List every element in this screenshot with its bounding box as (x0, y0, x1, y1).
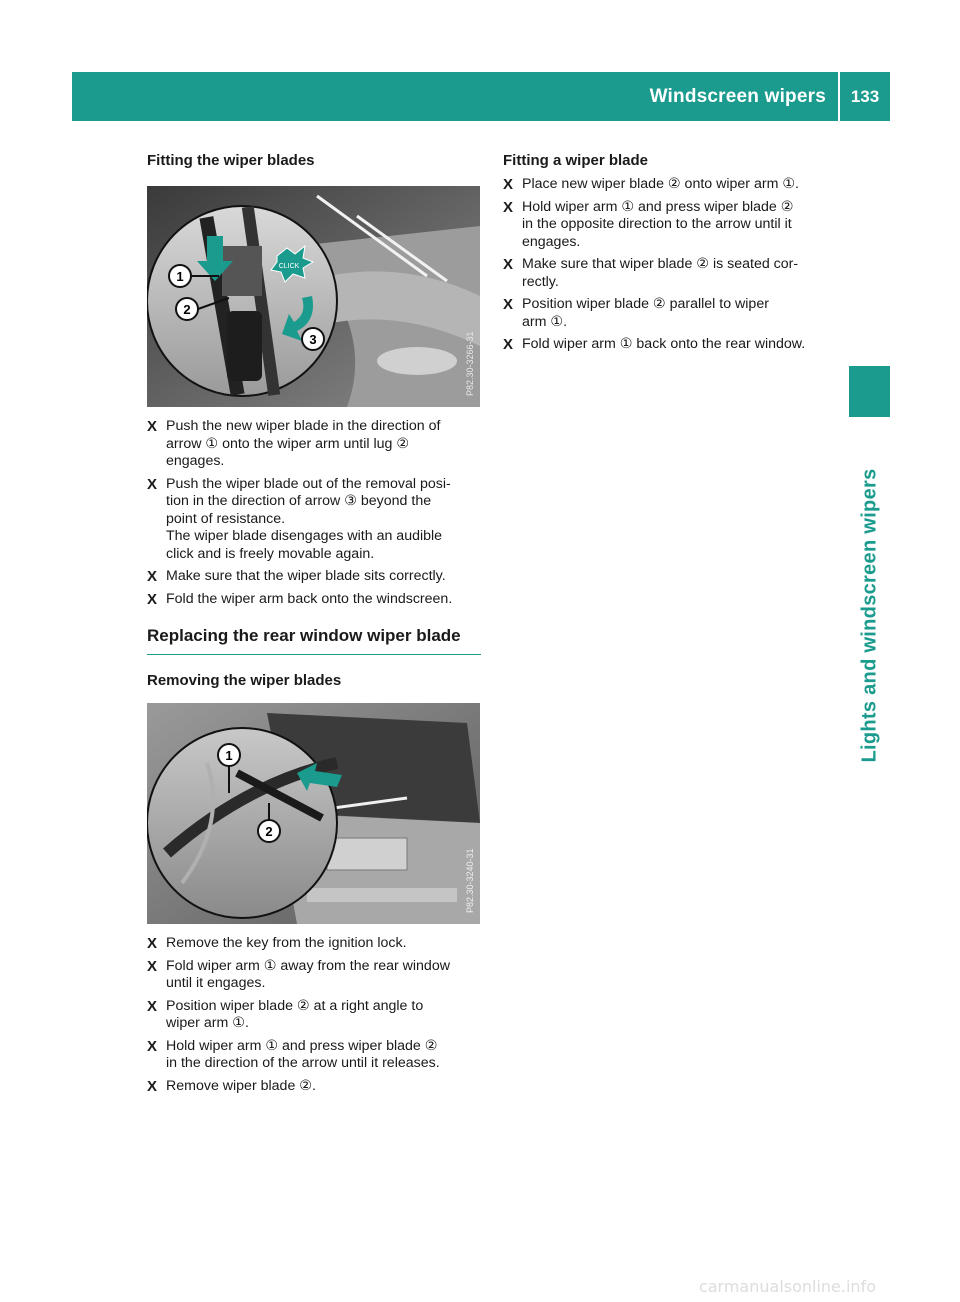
fitting-steps-list (147, 418, 481, 608)
svg-text:3: 3 (309, 332, 317, 347)
list-item: X Fold wiper arm ① back onto the rear window. (503, 336, 806, 353)
chapter-tab-label (849, 425, 890, 805)
bullet-x-icon: X (503, 336, 514, 353)
removing-steps-list (147, 935, 481, 1095)
svg-text:2: 2 (265, 824, 273, 839)
list-item: X Make sure that wiper blade ② is seated cor- rectly. (503, 256, 799, 290)
section-divider (147, 654, 481, 655)
callout-3 (302, 328, 324, 350)
list-item: X Push the new wiper blade in the direction of arrow ① onto the wiper arm until lug ② engages. (147, 418, 441, 469)
figure-front-wiper (147, 186, 480, 407)
list-item: X Make sure that the wiper blade sits correctly. (147, 568, 446, 585)
bullet-x-icon: X (147, 1077, 158, 1095)
removing-heading: Removing the wiper blades (147, 672, 342, 689)
list-item: X Fold the wiper arm back onto the windscreen. (147, 590, 453, 608)
chapter-tab-text: Lights and windscreen wipers (858, 467, 881, 763)
fitting-heading: Fitting the wiper blades (147, 152, 315, 169)
svg-text:1: 1 (225, 748, 233, 763)
list-item: X Position wiper blade ② parallel to wiper arm ①. (503, 296, 769, 330)
fitting-blade-steps-list (503, 176, 837, 354)
svg-text:2: 2 (183, 302, 191, 317)
list-item: X Push the wiper blade out of the removal posi- tion in the direction of arrow ③ beyond the point of resistance. The wiper blade disengages with an audible click and is freely movable again. (147, 475, 451, 562)
bullet-x-icon: X (147, 475, 158, 493)
fitting-blade-heading: Fitting a wiper blade (503, 152, 649, 169)
bullet-x-icon: X (147, 1037, 158, 1055)
figure-code: P82.30-3266-31 (465, 331, 475, 396)
watermark: carmanualsonline.info (698, 1277, 876, 1296)
bullet-x-icon: X (147, 957, 158, 975)
left-column (147, 152, 481, 1100)
bullet-x-icon: X (147, 590, 158, 608)
bullet-x-icon: X (503, 296, 514, 313)
right-column (503, 152, 837, 359)
page-number: 133 (850, 86, 880, 106)
section-heading: Replacing the rear window wiper blade (147, 626, 461, 645)
list-item: X Remove wiper blade ②. (147, 1077, 316, 1095)
bullet-x-icon: X (503, 176, 514, 193)
list-item: X Place new wiper blade ② onto wiper arm ①. (503, 176, 799, 193)
bullet-x-icon: X (147, 935, 158, 952)
page-header (72, 72, 890, 121)
figure-rear-wiper (147, 703, 480, 924)
svg-text:1: 1 (176, 269, 184, 284)
list-item: X Hold wiper arm ① and press wiper blade ② in the direction of the arrow until it releases. (147, 1037, 440, 1071)
list-item: X Hold wiper arm ① and press wiper blade ② in the opposite direction to the arrow until it engages. (503, 198, 794, 250)
chapter-tab-marker (849, 366, 890, 417)
list-item: X Position wiper blade ② at a right angle to wiper arm ①. (147, 997, 424, 1031)
bullet-x-icon: X (503, 198, 514, 216)
bullet-x-icon: X (147, 997, 158, 1015)
bullet-x-icon: X (147, 418, 158, 435)
figure-code: P82.30-3240-31 (465, 848, 475, 913)
front-wiper-illustration (147, 186, 480, 407)
bullet-x-icon: X (147, 568, 158, 585)
list-item: X Fold wiper arm ① away from the rear window until it engages. (147, 957, 450, 991)
list-item: X Remove the key from the ignition lock. (147, 935, 407, 952)
bullet-x-icon: X (503, 256, 514, 273)
rear-wiper-illustration (147, 703, 480, 924)
click-label: CLICK (278, 263, 300, 270)
header-title: Windscreen wipers (649, 85, 826, 107)
